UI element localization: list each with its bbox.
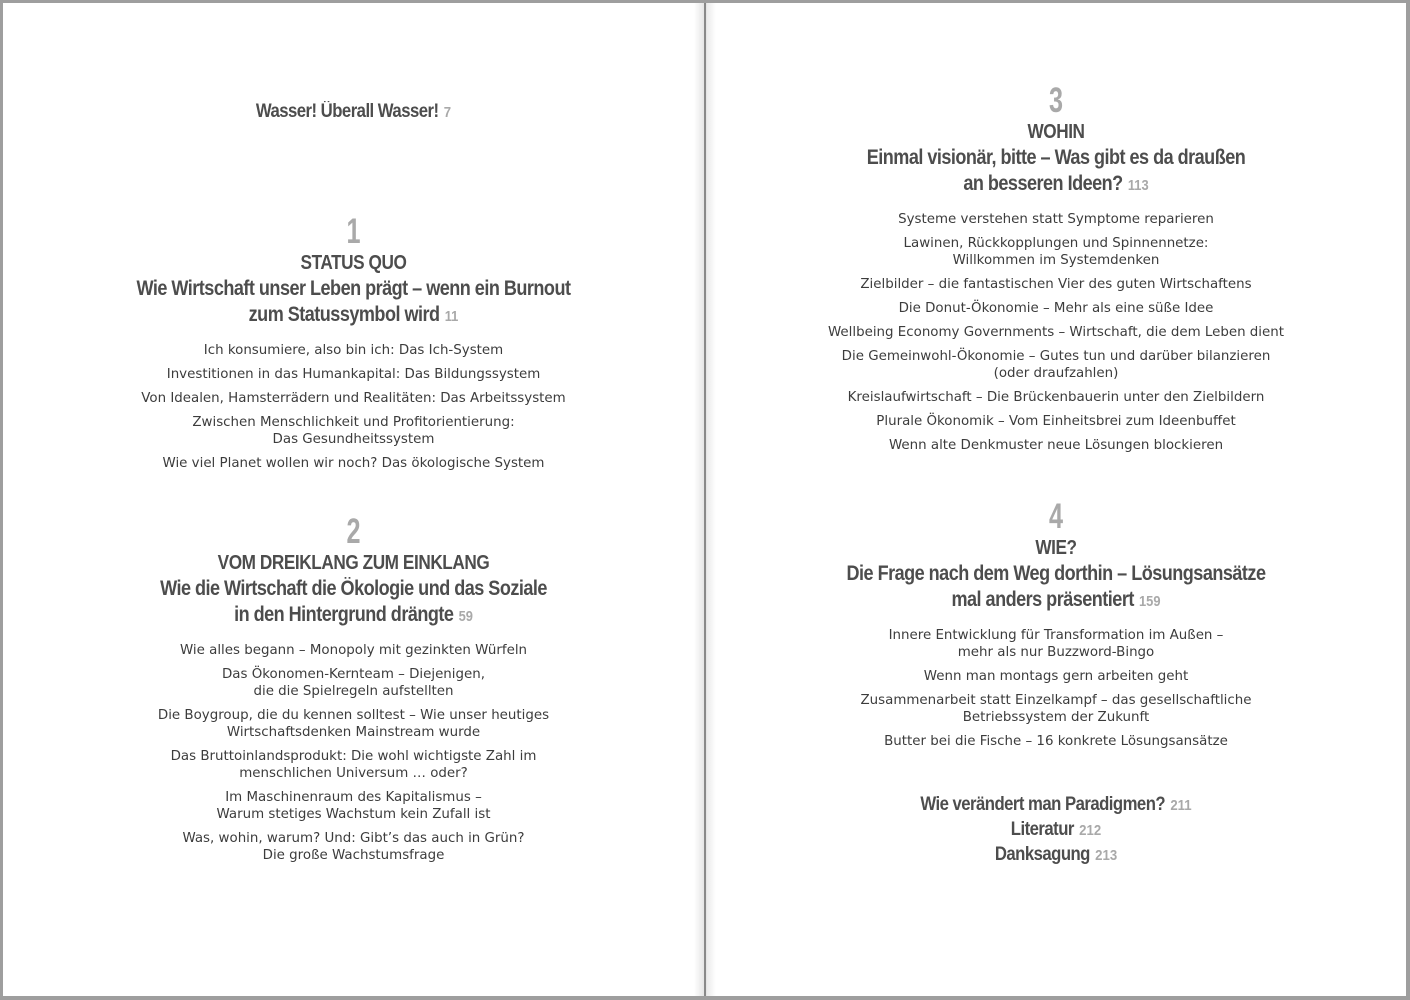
chapter-label: WIE?	[1035, 537, 1077, 559]
toc-entry[interactable]: Wie alles begann – Monopoly mit gezinkten Würfeln	[179, 643, 528, 658]
chapter-title-line: mal anders präsentiert 159	[951, 588, 1161, 611]
toc-entry[interactable]: Lawinen, Rückkopplungen und Spinnennetze: Willkommen im Systemdenken	[903, 236, 1209, 268]
toc-intro-entry[interactable]	[45, 99, 662, 125]
chapter-label: STATUS QUO	[300, 252, 407, 274]
chapter-title[interactable]	[3, 576, 704, 630]
toc-entry[interactable]: Was, wohin, warum? Und: Gibt’s das auch in Grün? Die große Wachstumsfrage	[182, 831, 525, 863]
toc-entry[interactable]: Die Donut-Ökonomie – Mehr als eine süße Idee	[898, 301, 1214, 316]
chapter-title-line: an besseren Ideen? 113	[963, 172, 1149, 195]
back-matter	[706, 793, 1406, 868]
chapter-page: 11	[444, 308, 459, 325]
toc-intro-title: Wasser! Überall Wasser!	[255, 101, 439, 122]
toc-entry[interactable]: Wie viel Planet wollen wir noch? Das ökologische System	[162, 456, 545, 471]
chapter-title-line: zum Statussymbol wird 11	[248, 303, 459, 326]
chapter-title-line: Die Frage nach dem Weg dorthin – Lösungsansätze	[846, 562, 1266, 585]
toc-entry[interactable]: Zusammenarbeit statt Einzelkampf – das gesellschaftliche Betriebssystem der Zukunft	[860, 693, 1252, 725]
chapter-title-line: Wie Wirtschaft unser Leben prägt – wenn ein Burnout	[136, 277, 571, 300]
chapter-page: 159	[1139, 593, 1161, 610]
toc-entry[interactable]: Plurale Ökonomik – Vom Einheitsbrei zum Ideenbuffet	[876, 414, 1236, 429]
chapter-entries	[3, 342, 704, 472]
chapter-number: 2	[346, 512, 361, 551]
back-matter-entry[interactable]: Literatur 212	[1010, 819, 1102, 840]
back-matter-entry[interactable]: Wie verändert man Paradigmen? 211	[920, 794, 1192, 815]
chapter-4	[706, 499, 1406, 757]
toc-entry[interactable]: Die Gemeinwohl-Ökonomie – Gutes tun und darüber bilanzieren (oder draufzahlen)	[841, 349, 1271, 381]
chapter-entries	[3, 642, 704, 864]
chapter-title-line: in den Hintergrund drängte 59	[234, 603, 473, 626]
chapter-entries	[706, 627, 1406, 750]
toc-entry[interactable]: Investitionen in das Humankapital: Das Bildungssystem	[166, 367, 541, 382]
toc-entry[interactable]: Butter bei die Fische – 16 konkrete Lösungsansätze	[884, 734, 1228, 749]
chapter-label: VOM DREIKLANG ZUM EINKLANG	[217, 552, 490, 574]
toc-entry[interactable]: Das Bruttoinlandsprodukt: Die wohl wichtigste Zahl im menschlichen Universum … oder?	[170, 749, 537, 781]
chapter-entries	[706, 211, 1406, 454]
chapter-title-line: Wie die Wirtschaft die Ökologie und das Soziale	[160, 577, 547, 600]
toc-entry[interactable]: Kreislaufwirtschaft – Die Brückenbauerin unter den Zielbildern	[847, 390, 1265, 405]
chapter-number: 3	[1048, 81, 1064, 120]
toc-entry[interactable]: Innere Entwicklung für Transformation im Außen – mehr als nur Buzzword-Bingo	[888, 628, 1224, 660]
toc-entry[interactable]: Das Ökonomen-Kernteam – Diejenigen, die die Spielregeln aufstellten	[221, 667, 485, 699]
toc-entry[interactable]: Die Boygroup, die du kennen solltest – Wie unser heutiges Wirtschaftsdenken Mainstream wurde	[157, 708, 550, 740]
chapter-number: 1	[346, 212, 361, 251]
toc-entry[interactable]: Wellbeing Economy Governments – Wirtschaft, die dem Leben dient	[827, 325, 1285, 340]
chapter-title[interactable]	[706, 145, 1406, 199]
chapter-title[interactable]	[706, 561, 1406, 615]
chapter-number: 4	[1048, 497, 1064, 536]
toc-entry[interactable]: Im Maschinenraum des Kapitalismus – Warum stetiges Wachstum kein Zufall ist	[216, 790, 491, 822]
toc-entry[interactable]: Von Idealen, Hamsterrädern und Realitäten: Das Arbeitssystem	[141, 391, 566, 406]
back-matter-page: 212	[1079, 822, 1102, 839]
toc-entry[interactable]: Wenn man montags gern arbeiten geht	[923, 669, 1189, 684]
back-matter-page: 213	[1095, 847, 1118, 864]
chapter-page: 113	[1127, 177, 1149, 194]
chapter-page: 59	[458, 608, 473, 625]
toc-entry[interactable]: Zwischen Menschlichkeit und Profitorientierung: Das Gesundheitssystem	[192, 415, 515, 447]
back-matter-page: 211	[1170, 797, 1192, 814]
toc-entry[interactable]: Systeme verstehen statt Symptome reparieren	[898, 212, 1214, 227]
chapter-title-line: Einmal visionär, bitte – Was gibt es da draußen	[866, 146, 1246, 169]
chapter-label: WOHIN	[1027, 121, 1085, 143]
toc-intro	[3, 99, 704, 125]
toc-intro-page: 7	[443, 104, 452, 121]
right-page	[706, 3, 1406, 996]
chapter-2	[3, 514, 704, 871]
toc-entry[interactable]: Ich konsumiere, also bin ich: Das Ich-System	[203, 343, 504, 358]
chapter-3	[706, 83, 1406, 461]
chapter-1	[3, 214, 704, 479]
chapter-title[interactable]	[3, 276, 704, 330]
left-page	[3, 3, 704, 996]
toc-entry[interactable]: Wenn alte Denkmuster neue Lösungen blockieren	[888, 438, 1224, 453]
toc-entry[interactable]: Zielbilder – die fantastischen Vier des guten Wirtschaftens	[860, 277, 1252, 292]
back-matter-entry[interactable]: Danksagung 213	[994, 844, 1118, 865]
